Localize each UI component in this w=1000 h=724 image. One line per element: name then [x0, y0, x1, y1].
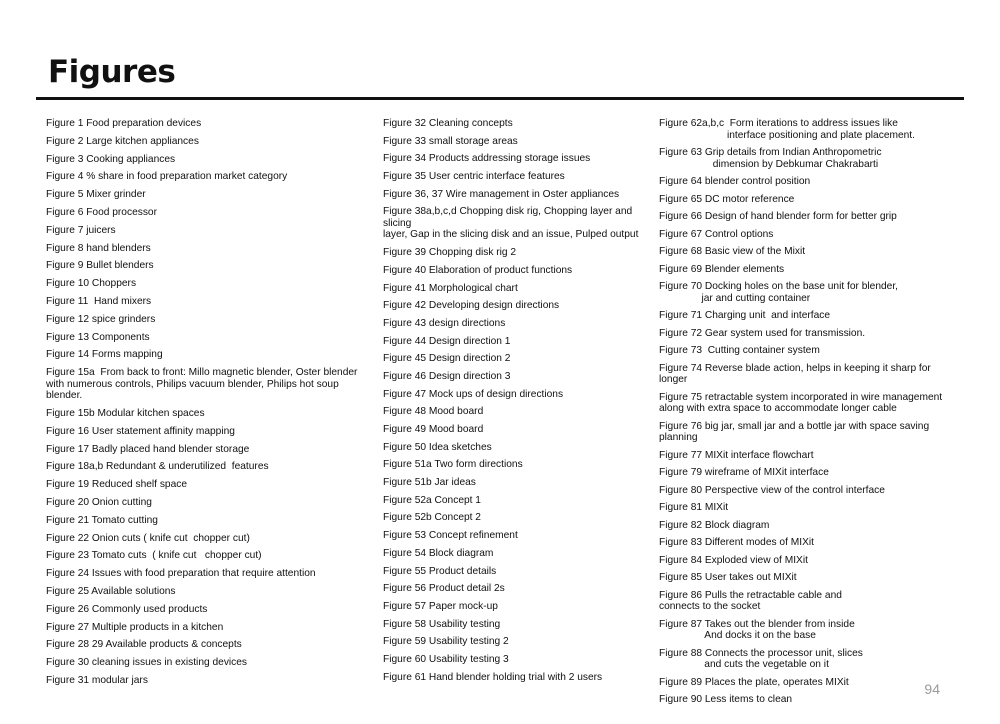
- figure-list-item: Figure 42 Developing design directions: [383, 300, 560, 312]
- figure-list-item: Figure 90 Less items to clean: [659, 694, 793, 705]
- figure-list-item: Figure 22 Onion cuts ( knife cut chopper cut): [46, 532, 250, 544]
- figure-list-item: Figure 15b Modular kitchen spaces: [46, 407, 205, 419]
- figure-list-item: Figure 12 spice grinders: [46, 313, 156, 325]
- figure-list-item: Figure 13 Components: [46, 331, 150, 343]
- figure-list-item: Figure 8 hand blenders: [46, 242, 151, 254]
- figure-list-item: Figure 7 juicers: [46, 224, 116, 236]
- figure-list-item: Figure 57 Paper mock-up: [383, 600, 498, 612]
- figure-list-item: Figure 41 Morphological chart: [383, 282, 518, 294]
- figure-list-item: Figure 46 Design direction 3: [383, 370, 511, 382]
- figure-list-item: Figure 54 Block diagram: [383, 547, 494, 559]
- figure-list-item: Figure 2 Large kitchen appliances: [46, 135, 199, 147]
- figure-list-item: Figure 69 Blender elements: [659, 263, 785, 275]
- figure-list-item: Figure 58 Usability testing: [383, 618, 501, 630]
- figure-list-item: Figure 4 % share in food preparation market category: [46, 171, 288, 183]
- figure-list-item: Figure 15a From back to front: Millo magnetic blender, Oster blender with numerous controls, Philips vacuum blender, Philips hot soup blender.: [46, 367, 358, 402]
- figure-list-item: Figure 3 Cooking appliances: [46, 153, 176, 165]
- figure-list-item: Figure 65 DC motor reference: [659, 193, 795, 205]
- figure-list-item: Figure 10 Choppers: [46, 278, 137, 290]
- figure-list-item: Figure 50 Idea sketches: [383, 441, 492, 453]
- figure-list-item: Figure 67 Control options: [659, 228, 774, 240]
- figure-list-item: Figure 84 Exploded view of MIXit: [659, 554, 808, 566]
- figure-list-item: Figure 5 Mixer grinder: [46, 189, 146, 201]
- figure-list-item: Figure 34 Products addressing storage issues: [383, 153, 591, 165]
- figure-list-item: Figure 87 Takes out the blender from inside And docks it on the base: [659, 618, 855, 641]
- figure-list-item: Figure 30 cleaning issues in existing devices: [46, 657, 248, 669]
- figure-list-item: Figure 49 Mood board: [383, 424, 484, 435]
- figure-list-item: Figure 17 Badly placed hand blender storage: [46, 443, 250, 455]
- figure-list-item: Figure 9 Bullet blenders: [46, 260, 154, 272]
- figure-list-item: Figure 14 Forms mapping: [46, 349, 163, 361]
- figure-list-item: Figure 80 Perspective view of the control interface: [659, 484, 885, 496]
- figure-list-item: Figure 11 Hand mixers: [46, 295, 152, 307]
- figure-list-item: Figure 73 Cutting container system: [659, 345, 820, 356]
- figure-list-item: Figure 86 Pulls the retractable cable and connects to the socket: [659, 589, 842, 612]
- figure-list-item: Figure 18a,b Redundant & underutilized features: [46, 461, 269, 473]
- figure-list-item: Figure 59 Usability testing 2: [383, 636, 509, 648]
- figure-list-item: Figure 24 Issues with food preparation that require attention: [46, 568, 316, 580]
- figure-list-item: Figure 83 Different modes of MIXit: [659, 537, 814, 548]
- figure-list-item: Figure 82 Block diagram: [659, 519, 770, 531]
- figure-list-item: Figure 89 Places the plate, operates MIXit: [659, 676, 849, 688]
- figure-list-column-1: [46, 118, 366, 693]
- figure-list-item: Figure 20 Onion cutting: [46, 496, 152, 508]
- figure-list-item: Figure 1 Food preparation devices: [46, 118, 202, 129]
- figure-list-item: Figure 68 Basic view of the Mixit: [659, 246, 806, 257]
- figure-list-column-2: [383, 118, 655, 689]
- figure-list-item: Figure 25 Available solutions: [46, 585, 176, 597]
- figure-list-item: Figure 56 Product detail 2s: [383, 583, 505, 595]
- figure-list-item: Figure 71 Charging unit and interface: [659, 310, 831, 321]
- figure-list-item: Figure 85 User takes out MIXit: [659, 572, 797, 583]
- figure-list-item: Figure 52a Concept 1: [383, 494, 481, 506]
- figure-list-item: Figure 64 blender control position: [659, 176, 811, 187]
- figure-list-item: Figure 32 Cleaning concepts: [383, 118, 513, 129]
- figure-list-item: Figure 79 wireframe of MIXit interface: [659, 467, 829, 478]
- figure-list-item: Figure 31 modular jars: [46, 674, 148, 686]
- figure-list-item: Figure 75 retractable system incorporated in wire management along with extra space to accommodate longer cable: [659, 391, 943, 414]
- figure-list-item: Figure 16 User statement affinity mapping: [46, 425, 235, 437]
- figure-list-item: Figure 48 Mood board: [383, 406, 484, 418]
- figure-list-column-3: [659, 118, 959, 712]
- figure-list-item: Figure 53 Concept refinement: [383, 530, 518, 542]
- title-divider: [36, 97, 964, 100]
- figure-list-item: Figure 21 Tomato cutting: [46, 514, 158, 526]
- figure-list-item: Figure 36, 37 Wire management in Oster appliances: [383, 188, 620, 200]
- figure-list-item: Figure 76 big jar, small jar and a bottle jar with space saving planning: [659, 420, 930, 443]
- figure-list-item: Figure 66 Design of hand blender form for better grip: [659, 211, 897, 222]
- figure-list-item: Figure 6 Food processor: [46, 206, 157, 218]
- figure-list-item: Figure 27 Multiple products in a kitchen: [46, 621, 224, 633]
- figure-list-item: Figure 61 Hand blender holding trial with 2 users: [383, 671, 603, 683]
- figure-list-item: Figure 74 Reverse blade action, helps in keeping it sharp for longer: [659, 362, 934, 385]
- figure-list-item: Figure 35 User centric interface features: [383, 171, 565, 183]
- figure-list-item: Figure 43 design directions: [383, 317, 506, 329]
- figure-list-item: Figure 55 Product details: [383, 565, 497, 577]
- figure-list-item: Figure 51a Two form directions: [383, 459, 523, 471]
- page-title: Figures: [48, 54, 176, 90]
- figure-list-item: Figure 47 Mock ups of design directions: [383, 388, 564, 400]
- figure-list-item: Figure 39 Chopping disk rig 2: [383, 247, 517, 259]
- figure-list-item: Figure 63 Grip details from Indian Anthropometric dimension by Debkumar Chakrabarti: [659, 147, 882, 170]
- page-number: 94: [924, 681, 940, 697]
- figure-list-item: Figure 26 Commonly used products: [46, 603, 208, 615]
- figure-list-item: Figure 51b Jar ideas: [383, 477, 476, 489]
- figure-list-item: Figure 19 Reduced shelf space: [46, 479, 188, 491]
- figure-list-item: Figure 52b Concept 2: [383, 512, 481, 524]
- figure-list-item: Figure 77 MIXit interface flowchart: [659, 449, 814, 461]
- figure-list-item: Figure 60 Usability testing 3: [383, 653, 509, 665]
- figure-list-item: Figure 33 small storage areas: [383, 135, 518, 147]
- figure-list-item: Figure 70 Docking holes on the base unit for blender, jar and cutting container: [659, 281, 898, 304]
- figure-list-item: Figure 44 Design direction 1: [383, 335, 511, 347]
- figure-list-item: Figure 81 MIXit: [659, 502, 729, 513]
- figure-list-item: Figure 38a,b,c,d Chopping disk rig, Chopping layer and slicing layer, Gap in the slicing disk and an issue, Pulped output: [383, 206, 639, 241]
- figure-list-item: Figure 40 Elaboration of product functions: [383, 264, 573, 276]
- figure-list-item: Figure 45 Design direction 2: [383, 353, 511, 365]
- figure-list-item: Figure 72 Gear system used for transmission.: [659, 327, 866, 339]
- figure-list-item: Figure 28 29 Available products & concepts: [46, 639, 242, 651]
- figure-list-item: Figure 62a,b,c Form iterations to address issues like interface positioning and plate placement.: [659, 118, 915, 141]
- figure-list-item: Figure 23 Tomato cuts ( knife cut chopper cut): [46, 550, 262, 562]
- figure-list-item: Figure 88 Connects the processor unit, slices and cuts the vegetable on it: [659, 647, 863, 670]
